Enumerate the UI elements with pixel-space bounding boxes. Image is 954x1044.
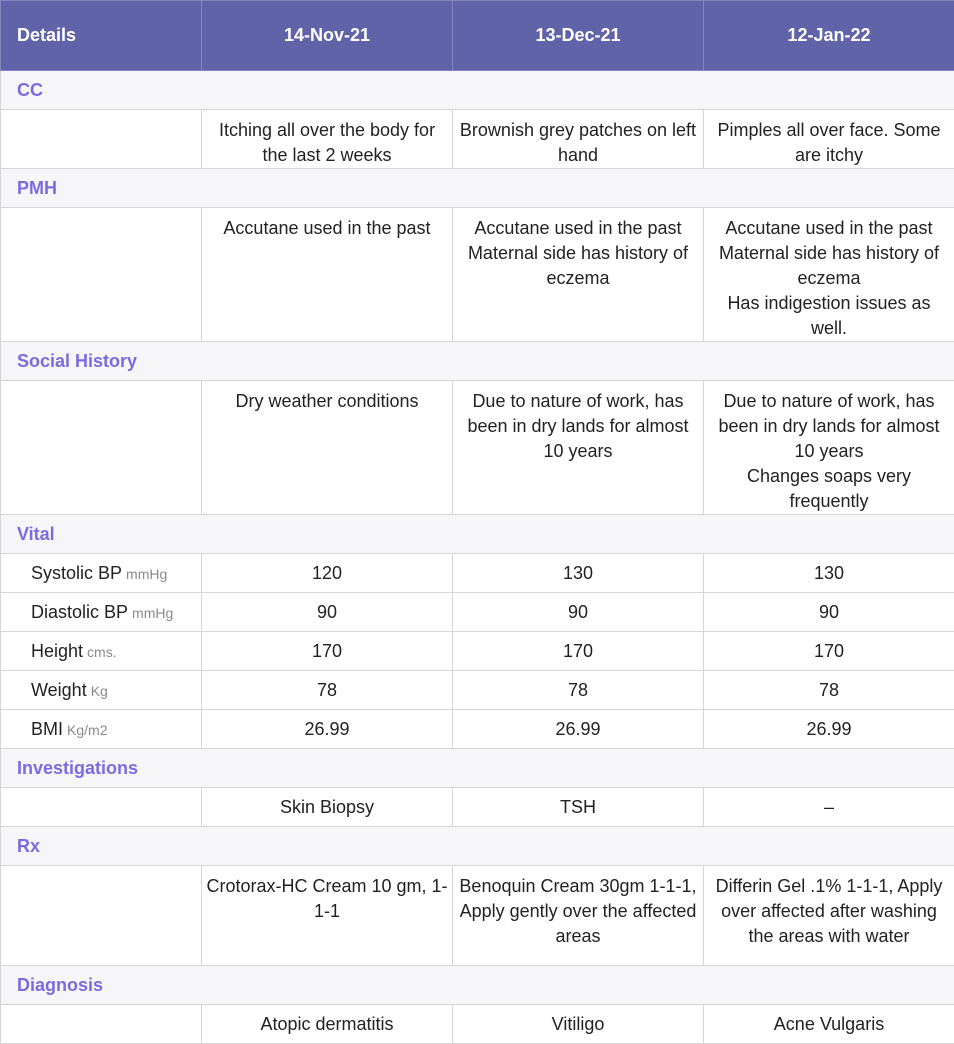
vital-label-text: Height xyxy=(31,641,83,661)
section-title: CC xyxy=(1,71,954,110)
section-title: PMH xyxy=(1,169,954,208)
vital-label xyxy=(1,710,202,749)
vital-label xyxy=(1,593,202,632)
cc-cell xyxy=(202,110,453,169)
vital-value: 170 xyxy=(202,632,453,671)
vital-value: 130 xyxy=(453,554,704,593)
cell-text: Benoquin Cream 30gm 1-1-1, Apply gently over the affected areas xyxy=(457,874,699,949)
investigation-cell: – xyxy=(704,788,954,827)
diagnosis-cell: Acne Vulgaris xyxy=(704,1005,954,1044)
section-title: Vital xyxy=(1,515,954,554)
cell-text: Pimples all over face. Some are itchy xyxy=(708,118,950,168)
vital-value: 170 xyxy=(704,632,954,671)
cc-cell xyxy=(453,110,704,169)
date-header-2: 13-Dec-21 xyxy=(453,1,704,71)
vital-value: 130 xyxy=(704,554,954,593)
vital-label xyxy=(1,554,202,593)
vital-value: 78 xyxy=(453,671,704,710)
vital-unit: Kg xyxy=(91,683,108,699)
diagnosis-cell: Atopic dermatitis xyxy=(202,1005,453,1044)
diagnosis-cell: Vitiligo xyxy=(453,1005,704,1044)
cell-text: Accutane used in the past xyxy=(206,216,448,241)
cc-row xyxy=(1,110,954,169)
section-row-diagnosis xyxy=(1,966,954,1005)
vital-unit: Kg/m2 xyxy=(67,722,107,738)
vital-label xyxy=(1,671,202,710)
section-row-cc xyxy=(1,71,954,110)
date-header-1: 14-Nov-21 xyxy=(202,1,453,71)
vital-value: 120 xyxy=(202,554,453,593)
vital-value: 78 xyxy=(202,671,453,710)
section-row-rx xyxy=(1,827,954,866)
vital-value: 90 xyxy=(453,593,704,632)
cell-text: Itching all over the body for the last 2 weeks xyxy=(206,118,448,168)
cell-text: Differin Gel .1% 1-1-1, Apply over affected after washing the areas with water xyxy=(708,874,950,949)
pmh-cell xyxy=(704,208,954,342)
cell-text: Due to nature of work, has been in dry lands for almost 10 years xyxy=(457,389,699,464)
details-header: Details xyxy=(1,1,202,71)
vital-row-weight xyxy=(1,671,954,710)
row-label-empty xyxy=(1,208,202,342)
cell-text: Has indigestion issues as well. xyxy=(708,291,950,341)
row-label-empty xyxy=(1,788,202,827)
row-label-empty xyxy=(1,1005,202,1044)
vital-label-text: BMI xyxy=(31,719,63,739)
section-row-vital xyxy=(1,515,954,554)
rx-cell xyxy=(453,866,704,966)
pmh-cell xyxy=(202,208,453,342)
investigations-row xyxy=(1,788,954,827)
vital-unit: mmHg xyxy=(126,566,167,582)
pmh-cell xyxy=(453,208,704,342)
investigation-cell: Skin Biopsy xyxy=(202,788,453,827)
cell-text: Changes soaps very frequently xyxy=(708,464,950,514)
social-cell xyxy=(202,381,453,515)
vital-label-text: Diastolic BP xyxy=(31,602,128,622)
vital-label xyxy=(1,632,202,671)
section-title: Rx xyxy=(1,827,954,866)
vital-unit: mmHg xyxy=(132,605,173,621)
social-cell xyxy=(453,381,704,515)
vital-value: 26.99 xyxy=(453,710,704,749)
vital-value: 26.99 xyxy=(704,710,954,749)
section-title: Investigations xyxy=(1,749,954,788)
row-label-empty xyxy=(1,381,202,515)
cell-text: Crotorax-HC Cream 10 gm, 1-1-1 xyxy=(206,874,448,924)
vital-unit: cms. xyxy=(87,644,117,660)
section-row-social-history xyxy=(1,342,954,381)
cc-cell xyxy=(704,110,954,169)
rx-cell xyxy=(704,866,954,966)
row-label-empty xyxy=(1,866,202,966)
cell-text: Due to nature of work, has been in dry lands for almost 10 years xyxy=(708,389,950,464)
cell-text: Accutane used in the past Maternal side has history of eczema xyxy=(457,216,699,291)
vital-value: 90 xyxy=(202,593,453,632)
vital-row-height xyxy=(1,632,954,671)
cell-text: Accutane used in the past Maternal side has history of eczema xyxy=(708,216,950,291)
section-title: Social History xyxy=(1,342,954,381)
header-row xyxy=(1,1,954,71)
vital-row-bmi xyxy=(1,710,954,749)
diagnosis-row xyxy=(1,1005,954,1044)
vital-row-systolic xyxy=(1,554,954,593)
investigation-cell: TSH xyxy=(453,788,704,827)
pmh-row xyxy=(1,208,954,342)
vital-value: 78 xyxy=(704,671,954,710)
social-cell xyxy=(704,381,954,515)
vital-value: 26.99 xyxy=(202,710,453,749)
vital-label-text: Weight xyxy=(31,680,87,700)
vital-value: 170 xyxy=(453,632,704,671)
vital-value: 90 xyxy=(704,593,954,632)
section-row-investigations xyxy=(1,749,954,788)
rx-cell xyxy=(202,866,453,966)
section-title: Diagnosis xyxy=(1,966,954,1005)
vital-row-diastolic xyxy=(1,593,954,632)
row-label-empty xyxy=(1,110,202,169)
date-header-3: 12-Jan-22 xyxy=(704,1,954,71)
social-history-row xyxy=(1,381,954,515)
cell-text: Brownish grey patches on left hand xyxy=(457,118,699,168)
section-row-pmh xyxy=(1,169,954,208)
rx-row xyxy=(1,866,954,966)
cell-text: Dry weather conditions xyxy=(206,389,448,414)
vital-label-text: Systolic BP xyxy=(31,563,122,583)
